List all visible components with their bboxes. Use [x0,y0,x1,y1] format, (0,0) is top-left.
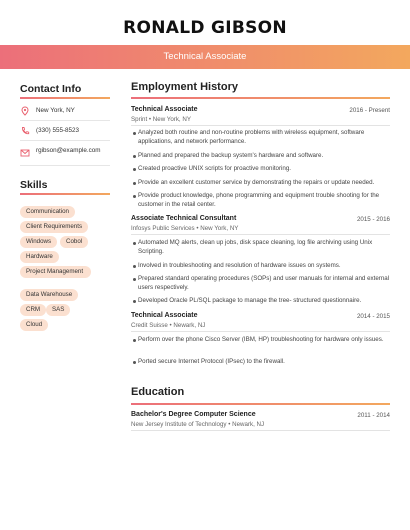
employment-heading-rule [131,97,390,99]
job-dates: 2016 - Present [349,107,390,114]
separator-dot: • [196,225,201,232]
contact-heading-rule [20,97,110,99]
job-bullet-text: Provide product knowledge, phone programming and equipment trouble shooting for the customer in the retail center. [138,192,380,208]
contact-divider [20,165,110,166]
separator-dot: • [148,116,153,123]
job-bullet-text: Prepared standard operating procedures (SOPs) and user manuals for internal and external users respectively. [138,275,390,291]
job-divider [131,331,390,332]
job-title: Technical Associate [131,106,198,113]
job-bullet-text: Involved in troubleshooting and resolution of hardware issues on systems. [138,262,341,269]
skill-tag: Communication [20,206,75,218]
job-title: Associate Technical Consultant [131,215,237,222]
education-heading-rule [131,403,390,405]
job-bullet [131,358,390,367]
skill-tag: Project Management [20,266,91,278]
skill-tag: CRM [20,304,46,316]
employment-heading: Employment History [131,81,238,93]
job-bullet-text: Developed Oracle PL/SQL package to manage the tree- structured questionnaire. [138,297,362,304]
contact-heading: Contact Info [20,83,82,95]
education-heading: Education [131,386,185,398]
contact-email-text: rgibson@example.com [36,147,101,154]
job-bullet-text: Planned and prepared the backup system's hardware and software. [138,152,324,159]
skills-heading: Skills [20,179,48,191]
job-bullet-text: Analyzed both routine and non-routine problems with wireless equipment, software applications, and network performance. [138,129,365,145]
school-line [131,421,264,428]
job-title-banner-text: Technical Associate [163,51,247,62]
skill-tag: Hardware [20,251,59,263]
skills-heading-rule [20,193,110,195]
skill-tag: Cloud [20,319,48,331]
job-bullet [131,129,390,146]
job-bullet-text: Provide an excellent customer service by demonstrating the repairs or update needed. [138,179,375,186]
job-bullet [131,275,390,292]
job-bullet [131,152,390,161]
job-title: Technical Associate [131,312,198,319]
skill-tag: Data Warehouse [20,289,78,301]
location-pin-icon [20,106,30,116]
separator-dot: • [169,322,174,329]
skill-tag: Client Requirements [20,221,88,233]
job-company-line [131,322,205,329]
phone-icon [20,126,30,136]
job-dates: 2014 - 2015 [356,313,390,320]
contact-location-text: New York, NY [36,107,75,114]
job-company: Infosys Public Services [131,225,195,232]
education-dates: 2011 - 2014 [357,412,390,419]
job-bullet [131,165,390,174]
job-bullet-text: Ported secure Internet Protocol (IPsec) to the firewall. [138,358,285,365]
school-location: Newark, NJ [232,421,265,428]
job-company-line [131,225,238,232]
job-bullet-text: Perform over the phone Cisco Server (IBM, HP) troubleshooting for hardware only issues. [138,336,384,343]
contact-phone-text: (330) 555-8523 [36,127,80,134]
education-divider [131,430,390,431]
candidate-name: RONALD GIBSON [123,18,287,38]
job-bullet-text: Automated MQ alerts, clean up jobs, disk space cleaning, log file archiving using Unix Scripting. [138,239,373,255]
degree-title: Bachelor's Degree Computer Science [131,411,256,418]
skill-tag: Windows [20,236,57,248]
job-bullet [131,179,390,188]
job-location: New York, NY [200,225,239,232]
job-company: Sprint [131,116,148,123]
job-company: Credit Suisse [131,322,168,329]
job-bullet [131,262,390,271]
job-divider [131,234,390,235]
job-dates: 2015 - 2016 [356,216,390,223]
job-bullet-text: Created proactive UNIX scripts for proactive monitoring. [138,165,292,172]
skill-tag: Cobol [60,236,88,248]
contact-divider [20,140,110,141]
mail-icon [20,148,30,158]
job-bullet [131,239,390,256]
job-bullet [131,336,390,345]
separator-dot: • [228,421,233,428]
job-company-line [131,116,191,123]
job-bullet [131,192,390,209]
title-banner [0,45,410,69]
job-divider [131,125,390,126]
contact-divider [20,120,110,121]
school-name: New Jersey Institute of Technology [131,421,227,428]
job-bullet [131,297,390,306]
job-location: New York, NY [152,116,191,123]
skill-tag: SAS [46,304,70,316]
job-location: Newark, NJ [173,322,206,329]
